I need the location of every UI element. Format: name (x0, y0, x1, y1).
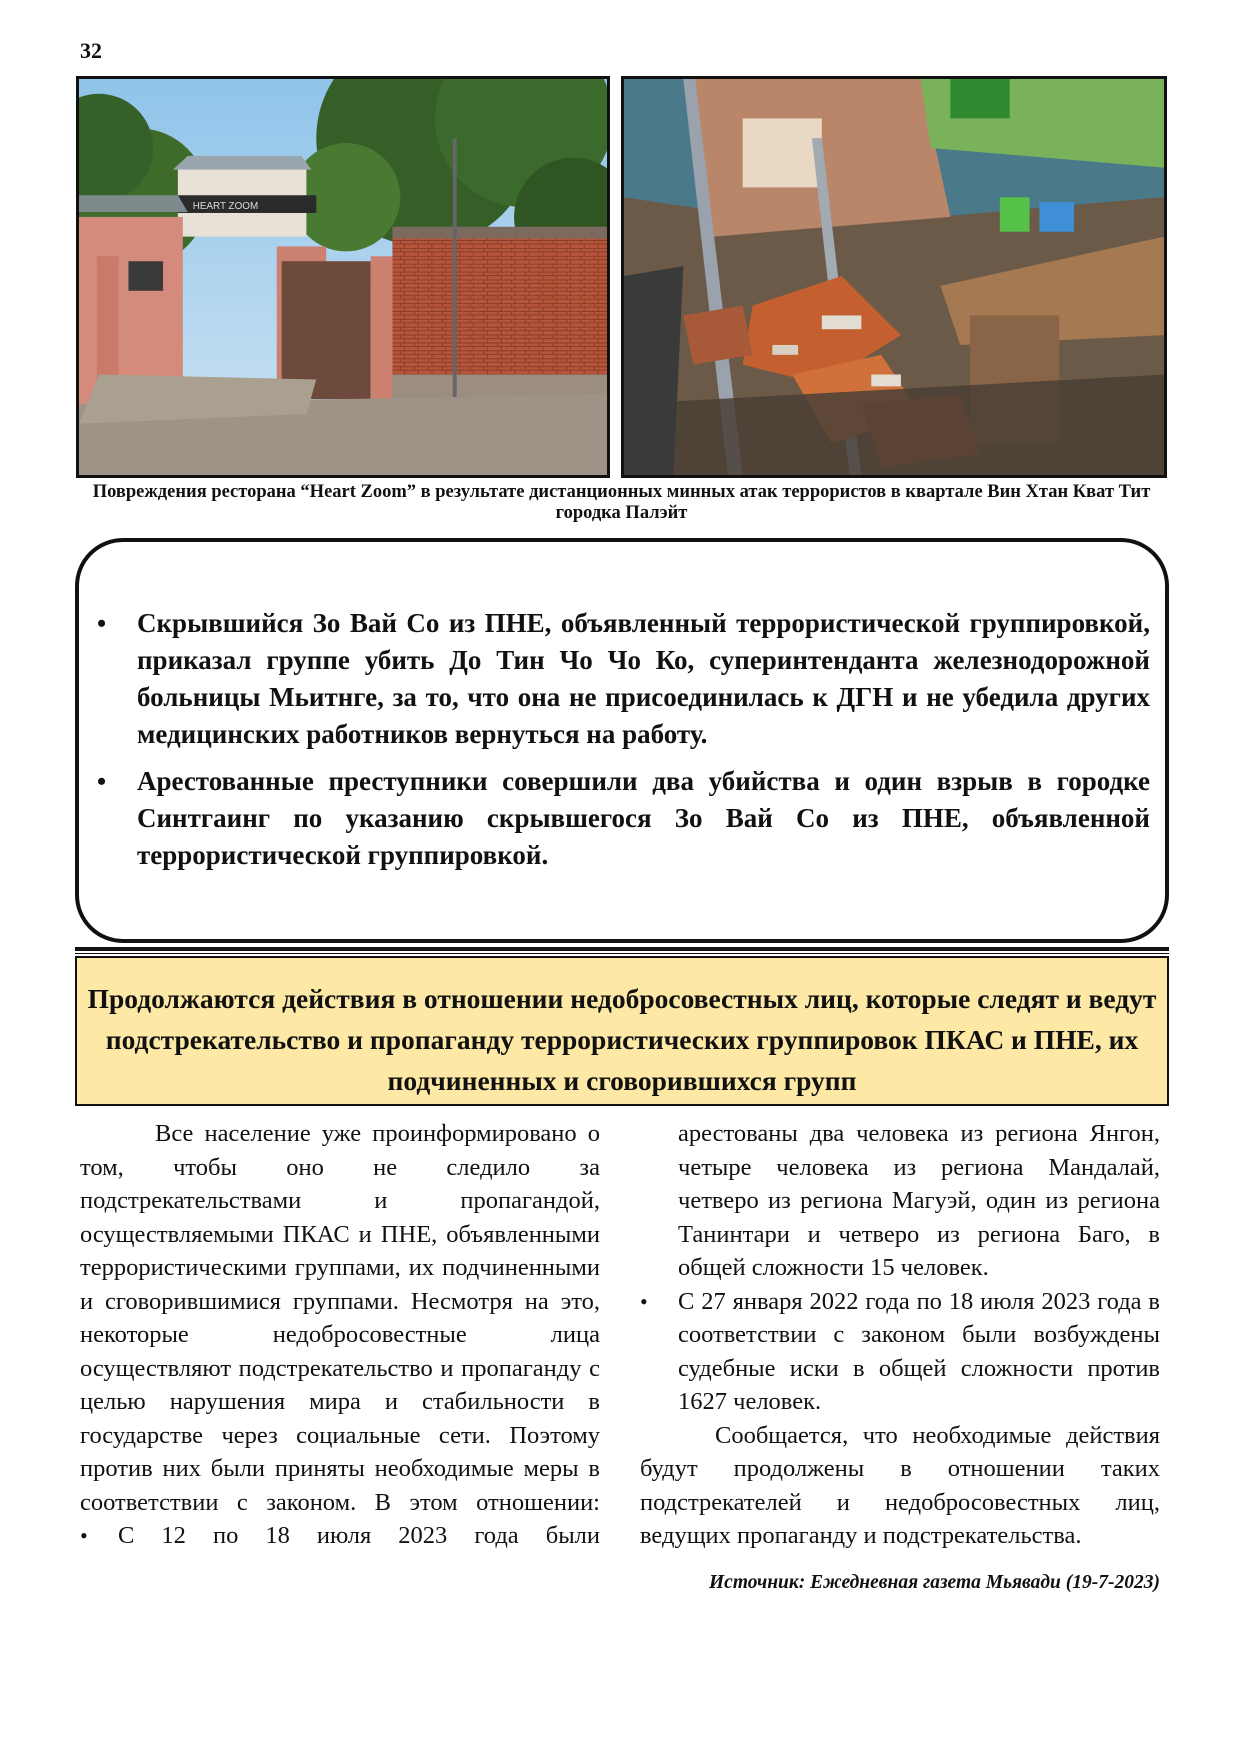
divider-thick (75, 947, 1169, 951)
article-bullet (80, 1519, 600, 1553)
restaurant-sign-text: HEART ZOOM (192, 201, 259, 213)
article-bullet (640, 1285, 1160, 1419)
article-bullet-text: • С 27 января 2022 года по 18 июля 2023 года в соответствии с законом были возбуждены судебные иски в общей сложности против 1627 человек. (678, 1287, 1160, 1415)
article-bullet-text: • С 12 по 18 июля 2023 года были (118, 1522, 600, 1549)
page-number: 32 (80, 38, 102, 63)
closing-paragraph: Сообщается, что необходимые действия будут продолжены в отношении таких подстрекателей и недобросовестных лиц, ведущих пропаганду и подстрекательства. (640, 1421, 1160, 1549)
article-paragraph: Все население уже проинформировано о том, чтобы оно не следило за подстрекательствами и пропагандой, осуществляемыми ПКАС и ПНЕ, объявленными террористическими группами, их подчиненными и сговорившимися группами. Несмотря на это, некоторые недобросовестные лица осуществляют подстрекательство и пропаганду с целью нарушения мира и стабильности в государстве через социальные сети. Поэтому против них были приняты необходимые меры в соответствии с законом. В этом отношении: (80, 1120, 600, 1516)
divider-thin (75, 953, 1169, 954)
source-citation: Источник: Ежедневная газета Мьявади (19-7-2023) (709, 1571, 1160, 1593)
photo-damaged-interior (621, 76, 1167, 478)
article-column-right (640, 1117, 1160, 1595)
article-column-left (80, 1117, 600, 1553)
bullet-item: • Скрывшийся Зо Вай Со из ПНЕ, объявленный террористической группировкой, приказал группе убить До Тин Чо Чо Ко, суперинтенданта железнодорожной больницы Мьитнге, за то, что она не присоединилась к ДГН и не убедила других медицинских работников вернуться на работу. (90, 605, 1150, 753)
bullet-item: • Арестованные преступники совершили два убийства и один взрыв в городке Синтгаинг по указанию скрывшегося Зо Вай Со из ПНЕ, объявленной террористической группировкой. (90, 763, 1150, 874)
bullet-list (90, 605, 1150, 884)
photo-restaurant-exterior (76, 76, 610, 478)
article-bullet-continued: арестованы два человека из региона Янгон, четыре человека из региона Мандалай, четверо из региона Магуэй, один из региона Танинтари и четверо из региона Баго, в общей сложности 15 человек. (678, 1120, 1160, 1281)
photo-caption: Повреждения ресторана “Heart Zoom” в результате дистанционных минных атак террористов в квартале Вин Хтан Кват Тит городка Палэйт (92, 482, 1151, 523)
headline: Продолжаются действия в отношении недобросовестных лиц, которые следят и ведут подстрекательство и пропаганду террористических группировок ПКАС и ПНЕ, их подчиненных и сговорившихся групп (75, 956, 1169, 1106)
